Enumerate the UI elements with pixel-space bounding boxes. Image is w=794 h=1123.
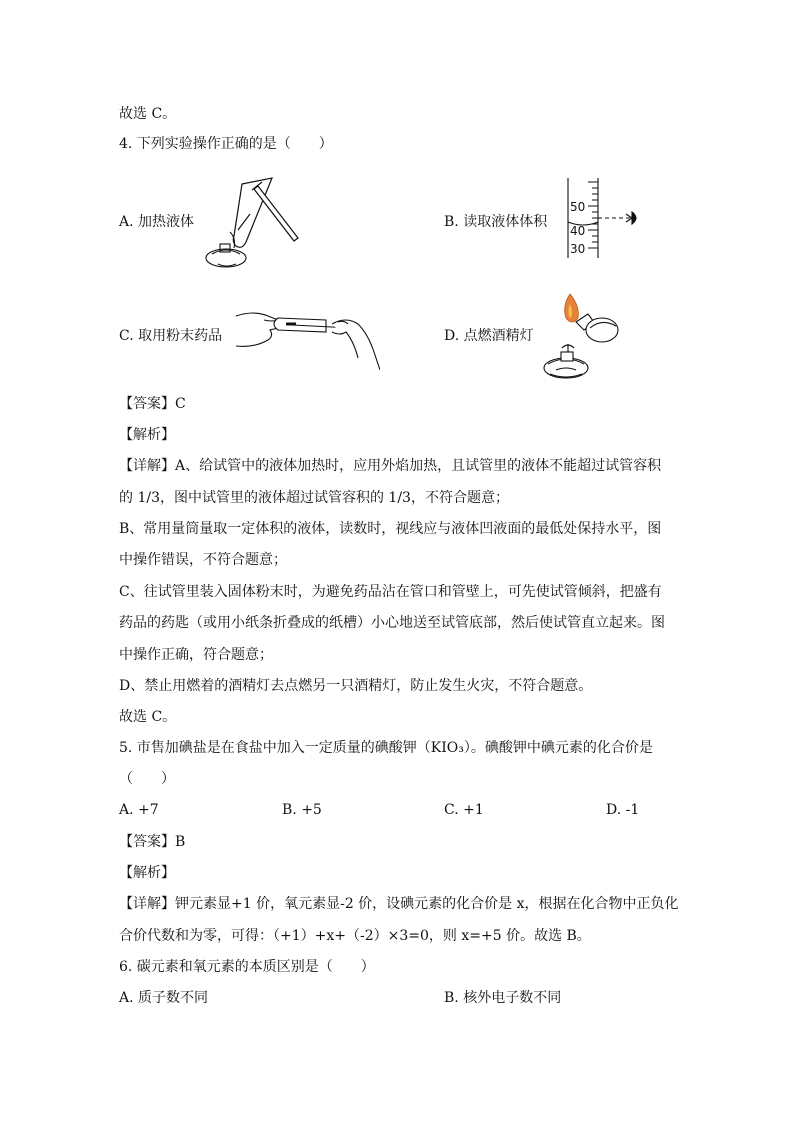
q4-analysis-heading: 【解析】 [119,427,175,443]
cylinder-tick-50: 50 [570,200,586,214]
q4-option-b: B. 读取液体体积 [444,214,548,230]
heating-liquid-figure [200,172,305,272]
q6-option-b: B. 核外电子数不同 [444,990,562,1006]
question-5-stem-cont: （ ） [119,771,175,787]
q4-conclusion: 故选 C。 [119,709,177,725]
graduated-cylinder-figure [560,178,640,260]
cylinder-tick-40: 40 [570,224,586,238]
q5-option-a: A. +7 [119,802,159,818]
q4-detail-line-4: 中操作错误，不符合题意； [119,552,287,568]
q4-answer: 【答案】C [119,396,186,412]
q4-detail-line-2: 的 1/3，图中试管里的液体超过试管容积的 1/3，不符合题意； [119,490,509,506]
question-4-stem: 4. 下列实验操作正确的是（ ） [119,136,333,152]
q4-detail-line-1: 【详解】A、给试管中的液体加热时，应用外焰加热，且试管里的液体不能超过试管容积 [119,458,662,474]
q4-detail-line-5: C、往试管里装入固体粉末时，为避免药品沾在管口和管壁上，可先使试管倾斜，把盛有 [119,584,662,600]
q5-detail-line-2: 合价代数和为零，可得：（+1）+x+（-2）×3=0，则 x=+5 价。故选 B。 [119,928,591,944]
q5-detail-line-1: 【详解】钾元素显+1 价，氧元素显-2 价，设碘元素的化合价是 x，根据在化合物中正负化 [119,896,679,912]
q4-option-c: C. 取用粉末药品 [119,328,223,344]
q5-option-c: C. +1 [444,802,484,818]
lighting-lamp-figure [536,288,626,384]
prev-conclusion: 故选 C。 [119,106,177,122]
q4-option-a: A. 加热液体 [119,214,195,230]
q5-answer: 【答案】B [119,834,186,850]
q4-detail-line-7: 中操作正确，符合题意； [119,647,273,663]
q4-detail-line-6: 药品的药匙（或用小纸条折叠成的纸槽）小心地送至试管底部，然后使试管直立起来。图 [119,615,665,631]
question-6-stem: 6. 碳元素和氧元素的本质区别是（ ） [119,959,375,975]
q4-detail-line-3: B、常用量筒量取一定体积的液体，读数时，视线应与液体凹液面的最低处保持水平，图 [119,521,662,537]
question-5-stem: 5. 市售加碘盐是在食盐中加入一定质量的碘酸钾（KIO₃）。碘酸钾中碘元素的化合价是 [119,740,653,756]
powder-transfer-figure [234,302,380,372]
q4-detail-line-8: D、禁止用燃着的酒精灯去点燃另一只酒精灯，防止发生火灾，不符合题意。 [119,678,593,694]
cylinder-tick-30: 30 [570,242,586,256]
q5-analysis-heading: 【解析】 [119,865,175,881]
q5-option-b: B. +5 [282,802,322,818]
q4-option-d: D. 点燃酒精灯 [444,328,534,344]
q6-option-a: A. 质子数不同 [119,990,209,1006]
q5-option-d: D. -1 [606,802,640,818]
